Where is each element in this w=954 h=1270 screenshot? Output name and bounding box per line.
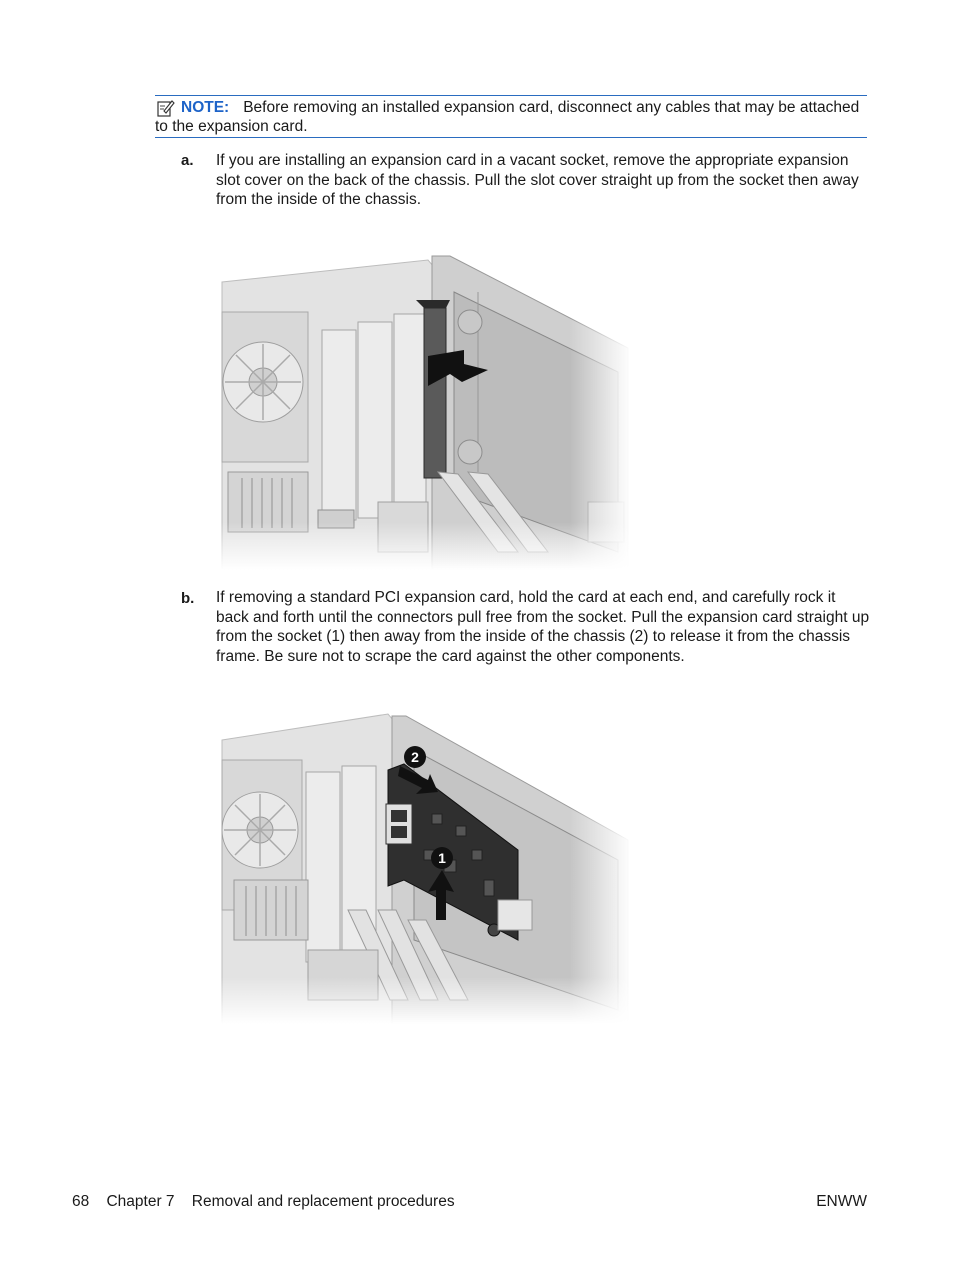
step-b-line: frame. Be sure not to scrape the card against the other components. [216, 647, 685, 665]
note-label: NOTE: [181, 99, 230, 116]
note-box [155, 95, 867, 138]
footer-right: ENWW [816, 1193, 867, 1210]
step-a-marker: a. [181, 152, 194, 169]
footer-left [72, 1193, 455, 1211]
step-a-text [216, 151, 876, 210]
step-a-line: slot cover on the back of the chassis. Pull the slot cover straight up from the socket then away [216, 171, 859, 189]
note-body-line2: to the expansion card. [155, 118, 308, 135]
step-a-line: If you are installing an expansion card in a vacant socket, remove the appropriate expansion [216, 152, 849, 169]
step-a-line: from the inside of the chassis. [216, 191, 422, 208]
chapter-label: Chapter 7 [106, 1193, 175, 1210]
page-number: 68 [72, 1193, 90, 1210]
step-b-line: back and forth until the connectors pull free from the socket. Pull the expansion card straight up [216, 608, 870, 626]
step-b-text [216, 588, 876, 666]
expansion-card-removal-illustration [218, 710, 632, 1024]
note-pencil-icon [157, 99, 175, 117]
note-body-line1: Before removing an installed expansion card, disconnect any cables that may be attached [243, 99, 860, 116]
chapter-title: Removal and replacement procedures [191, 1193, 455, 1210]
step-b-line: If removing a standard PCI expansion card, hold the card at each end, and carefully rock it [216, 589, 836, 606]
step-b-line: from the socket (1) then away from the inside of the chassis (2) to release it from the chassis [216, 628, 851, 645]
note-text [155, 98, 867, 136]
slot-cover-removal-illustration [218, 252, 632, 570]
step-b-marker: b. [181, 590, 195, 607]
